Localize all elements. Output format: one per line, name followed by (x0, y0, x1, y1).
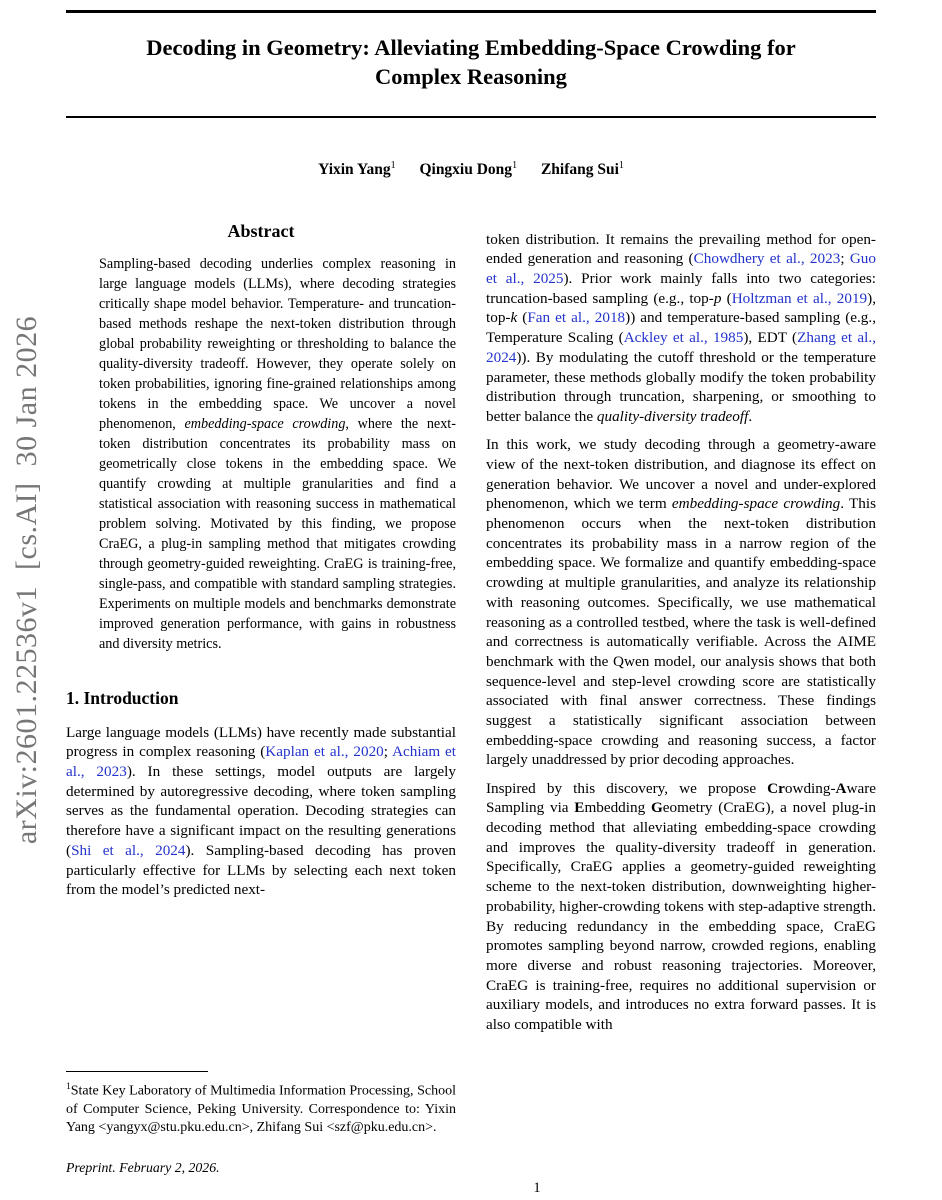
text-segment: )) and temperature-based sampling (e.g., Temperature Scaling ( (486, 309, 876, 347)
text-segment: owding- (784, 779, 836, 797)
text-segment: Large language models (LLMs) have recently made substantial progress in complex reasoning ( (66, 723, 456, 761)
section-heading-introduction: 1. Introduction (66, 687, 179, 708)
text-segment: 1 (66, 1082, 71, 1093)
author-affiliation-mark: 1 (512, 159, 518, 171)
paper-title: Decoding in Geometry: Alleviating Embedding-Space Crowding for Complex Reasoning (146, 35, 796, 90)
citation-link[interactable]: Ackley et al., 1985 (623, 329, 744, 347)
text-segment: ; (840, 250, 850, 268)
text-segment: ), top- (486, 289, 876, 327)
text-segment: , where the next-token distribution concentrates its probability mass on geometrically close tokens in the embedding space. We quantify crowding at multiple granularities and find a statistical association with reasoning success in mathematical problem solving. Motivated by this finding, we propose CraEG, a plug-in sampling method that mitigates crowding through geometry-guided reweighting. CraEG is training-free, single-pass, and compatible with standard sampling strategies. Experiments on multiple models and benchmarks demonstrate improved generation performance, with gains in robustness and diversity metrics. (99, 415, 456, 652)
text-segment: embedding-space crowding (184, 415, 346, 432)
author-2 (419, 161, 517, 178)
text-segment: mbedding (584, 799, 651, 817)
citation-link[interactable]: Zhang et al., 2024 (486, 329, 876, 366)
author-3 (541, 161, 624, 178)
text-segment: ( (517, 309, 528, 327)
text-segment: eometry (CraEG), a novel plug-in decoding method that alleviating embedding-space crowding and improves the quality-diversity tradeoff in generation. Specifically, CraEG applies a geometry-guided reweighting scheme to the next-token distribution, downweighting higher-probability, higher-crowding tokens with step-adaptive strength. By reducing redundancy in the embedding space, CraEG promotes sampling beyond narrow, crowded regions, enabling more diverse and robust reasoning trajectories. Moreover, CraEG is training-free, requires no additional supervision or auxiliary models, and introduces no extra forward passes. It is also compatible with (486, 799, 876, 1034)
text-segment: ; (383, 743, 393, 761)
two-column-body (66, 221, 876, 1176)
text-segment: G (650, 799, 663, 817)
text-segment: ). In these settings, model outputs are largely determined by autoregressive decoding, where token sampling serves as the fundamental operation. Decoding strategies can therefore have a significant impact on the resulting generations ( (66, 763, 456, 859)
title-rule-bottom (66, 116, 876, 118)
text-segment: quality-diversity tradeoff (596, 407, 749, 425)
text-segment: In this work, we study decoding through a geometry-aware view of the next-token distribution, and diagnose its effect on generation behavior. We uncover a novel and under-explored phenomenon, which we term (486, 436, 876, 513)
text-segment: embedding-space crowding (671, 495, 841, 513)
left-column (66, 221, 456, 1176)
citation-link[interactable]: Shi et al., 2024 (71, 841, 186, 859)
text-segment: . This phenomenon occurs when the next-token distribution concentrates its probability mass in a narrow region of the embedding space. We formalize and quantify embedding-space crowding at multiple granularities, and analyze its relationship with reasoning outcomes. Specifically, we use mathematical reasoning as a controlled testbed, where the task is well-defined and correctness is automatically verifiable. Across the AIME benchmark with the Qwen model, our analysis shows that both sequence-level and step-level crowding score are statistically associated with final answer correctness. These findings suggest a statistically significant association between embedding-space crowding and reasoning success, a factor largely unaddressed by prior decoding approaches. (486, 495, 876, 769)
citation-link[interactable]: Fan et al., 2018 (527, 309, 626, 327)
text-segment: . (748, 407, 753, 425)
author-affiliation-mark: 1 (618, 159, 624, 171)
text-segment: )). By modulating the cutoff threshold or the temperature parameter, these methods globally modify the token probability distribution through truncation, sharpening, or smoothing to better balance the (486, 348, 876, 425)
text-segment: token distribution. It remains the prevailing method for open-ended generation and reasoning ( (486, 230, 876, 268)
text-segment: State Key Laboratory of Multimedia Information Processing, School of Computer Science, Peking University. Correspondence to: Yixin Yang <yangyx@stu.pku.edu.cn>, Zhifang Sui <szf@pku.edu.cn>. (66, 1083, 456, 1136)
text-segment: ( (721, 289, 732, 307)
text-segment: p (713, 289, 722, 307)
authors-line (66, 160, 876, 179)
paper-content (66, 0, 876, 1196)
introduction-paragraph (66, 723, 456, 900)
page-number: 1 (533, 1180, 541, 1196)
text-segment: ware Sampling via (486, 779, 876, 817)
author-affiliation-mark: 1 (390, 159, 396, 171)
footnote-rule (66, 1071, 208, 1072)
author-name: Zhifang Sui (540, 160, 619, 178)
text-segment: Cr (767, 779, 785, 797)
footnote-text (66, 1078, 456, 1138)
text-segment: E (574, 799, 585, 817)
author-name: Qingxiu Dong (419, 160, 513, 178)
footnote-block (66, 1071, 456, 1176)
citation-link[interactable]: Kaplan et al., 2020 (265, 743, 384, 761)
abstract-heading: Abstract (227, 220, 295, 241)
text-segment: k (510, 309, 518, 327)
right-paragraph-1 (486, 230, 876, 427)
text-segment: ). Prior work mainly falls into two categories: truncation-based sampling (e.g., top- (486, 270, 876, 307)
citation-link[interactable]: Chowdhery et al., 2023 (693, 250, 841, 268)
author-name: Yixin Yang (318, 160, 391, 178)
citation-link[interactable]: Guo et al., 2025 (486, 250, 876, 288)
text-segment: ), EDT ( (743, 329, 798, 347)
right-column (486, 221, 876, 1176)
right-paragraph-2 (486, 435, 876, 770)
text-segment: ). Sampling-based decoding has proven particularly effective for LLMs by selecting each next token from the model’s predicted next- (66, 841, 456, 899)
abstract-text (66, 254, 456, 654)
preprint-note: Preprint. February 2, 2026. (66, 1159, 220, 1175)
author-1 (318, 161, 396, 178)
arxiv-watermark: arXiv:2601.22536v1 [cs.AI] 30 Jan 2026 (10, 315, 43, 845)
right-paragraph-3 (486, 779, 876, 1035)
text-segment: A (835, 779, 847, 797)
text-segment: Sampling-based decoding underlies complex reasoning in large language models (LLMs), where decoding strategies critically shape model behavior. Temperature- and truncation-based methods reshape the next-token distribution through global probability reweighting or thresholding to balance the quality-diversity tradeoff. However, they operate solely on token probabilities, ignoring fine-grained relationships among tokens in the embedding space. We uncover a novel phenomenon, (99, 255, 456, 432)
title-rule-top (66, 10, 876, 13)
citation-link[interactable]: Achiam et al., 2023 (66, 743, 456, 781)
citation-link[interactable]: Holtzman et al., 2019 (731, 289, 868, 307)
text-segment: Inspired by this discovery, we propose (486, 779, 768, 797)
